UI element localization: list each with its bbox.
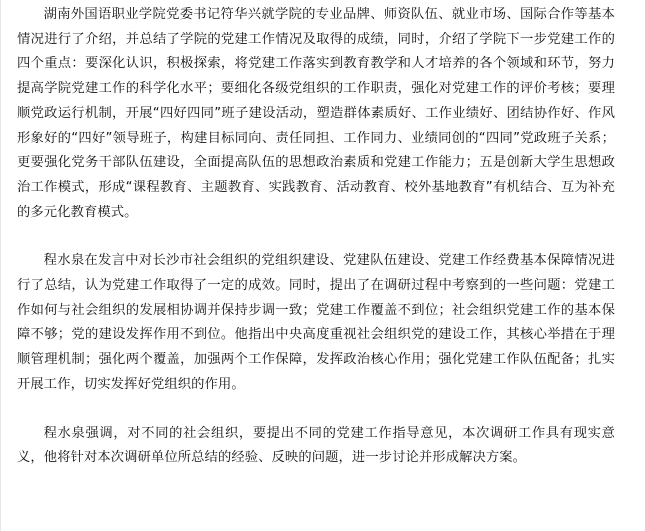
paragraph-gap (17, 225, 615, 249)
paragraph-social-organization-summary: 程水泉在发言中对长沙市社会组织的党组织建设、党建队伍建设、党建工作经费基本保障情况进行了总结，认为党建工作取得了一定的成效。同时，提出了在调研过程中考察到的一些问题：党建工作如何与社会组织的发展相协调并保持步调一致；党建工作覆盖不到位；社会组织党建工作的基本保障不够；党的建设发挥作用不到位。他指出中央高度重视社会组织党的建设工作，其核心举措在于理顺管理机制；强化两个覆盖，加强两个工作保障，发挥政治核心作用；强化党建工作队伍配备；扎实开展工作，切实发挥好党组织的作用。 (17, 253, 615, 392)
article-body (17, 3, 615, 471)
paragraph-gap (17, 398, 615, 422)
paragraph-conclusion: 程水泉强调，对不同的社会组织，要提出不同的党建工作指导意见，本次调研工作具有现实意义，他将针对本次调研单位所总结的经验、反映的问题，进一步讨论并形成解决方案。 (17, 425, 615, 466)
paragraph-school-party-report: 湖南外国语职业学院党委书记符华兴就学院的专业品牌、师资队伍、就业市场、国际合作等基本情况进行了介绍，并总结了学院的党建工作情况及取得的成绩，同时，介绍了学院下一步党建工作的四个重点：要深化认识，积极探索，将党建工作落实到教育教学和人才培养的各个领域和环节，努力提高学院党建工作的科学化水平；要细化各级党组织的工作职责，强化对党建工作的评价考核；要理顺党政运行机制，开展“四好四同”班子建设活动，塑造群体素质好、工作业绩好、团结协作好、作风形象好的“四好”领导班子，构建目标同向、责任同担、工作同力、业绩同创的“四同”党政班子关系；更要强化党务干部队伍建设，全面提高队伍的思想政治素质和党建工作能力；五是创新大学生思想政治工作模式，形成“课程教育、主题教育、实践教育、活动教育、校外基地教育”有机结合、互为补充的多元化教育模式。 (17, 7, 615, 220)
